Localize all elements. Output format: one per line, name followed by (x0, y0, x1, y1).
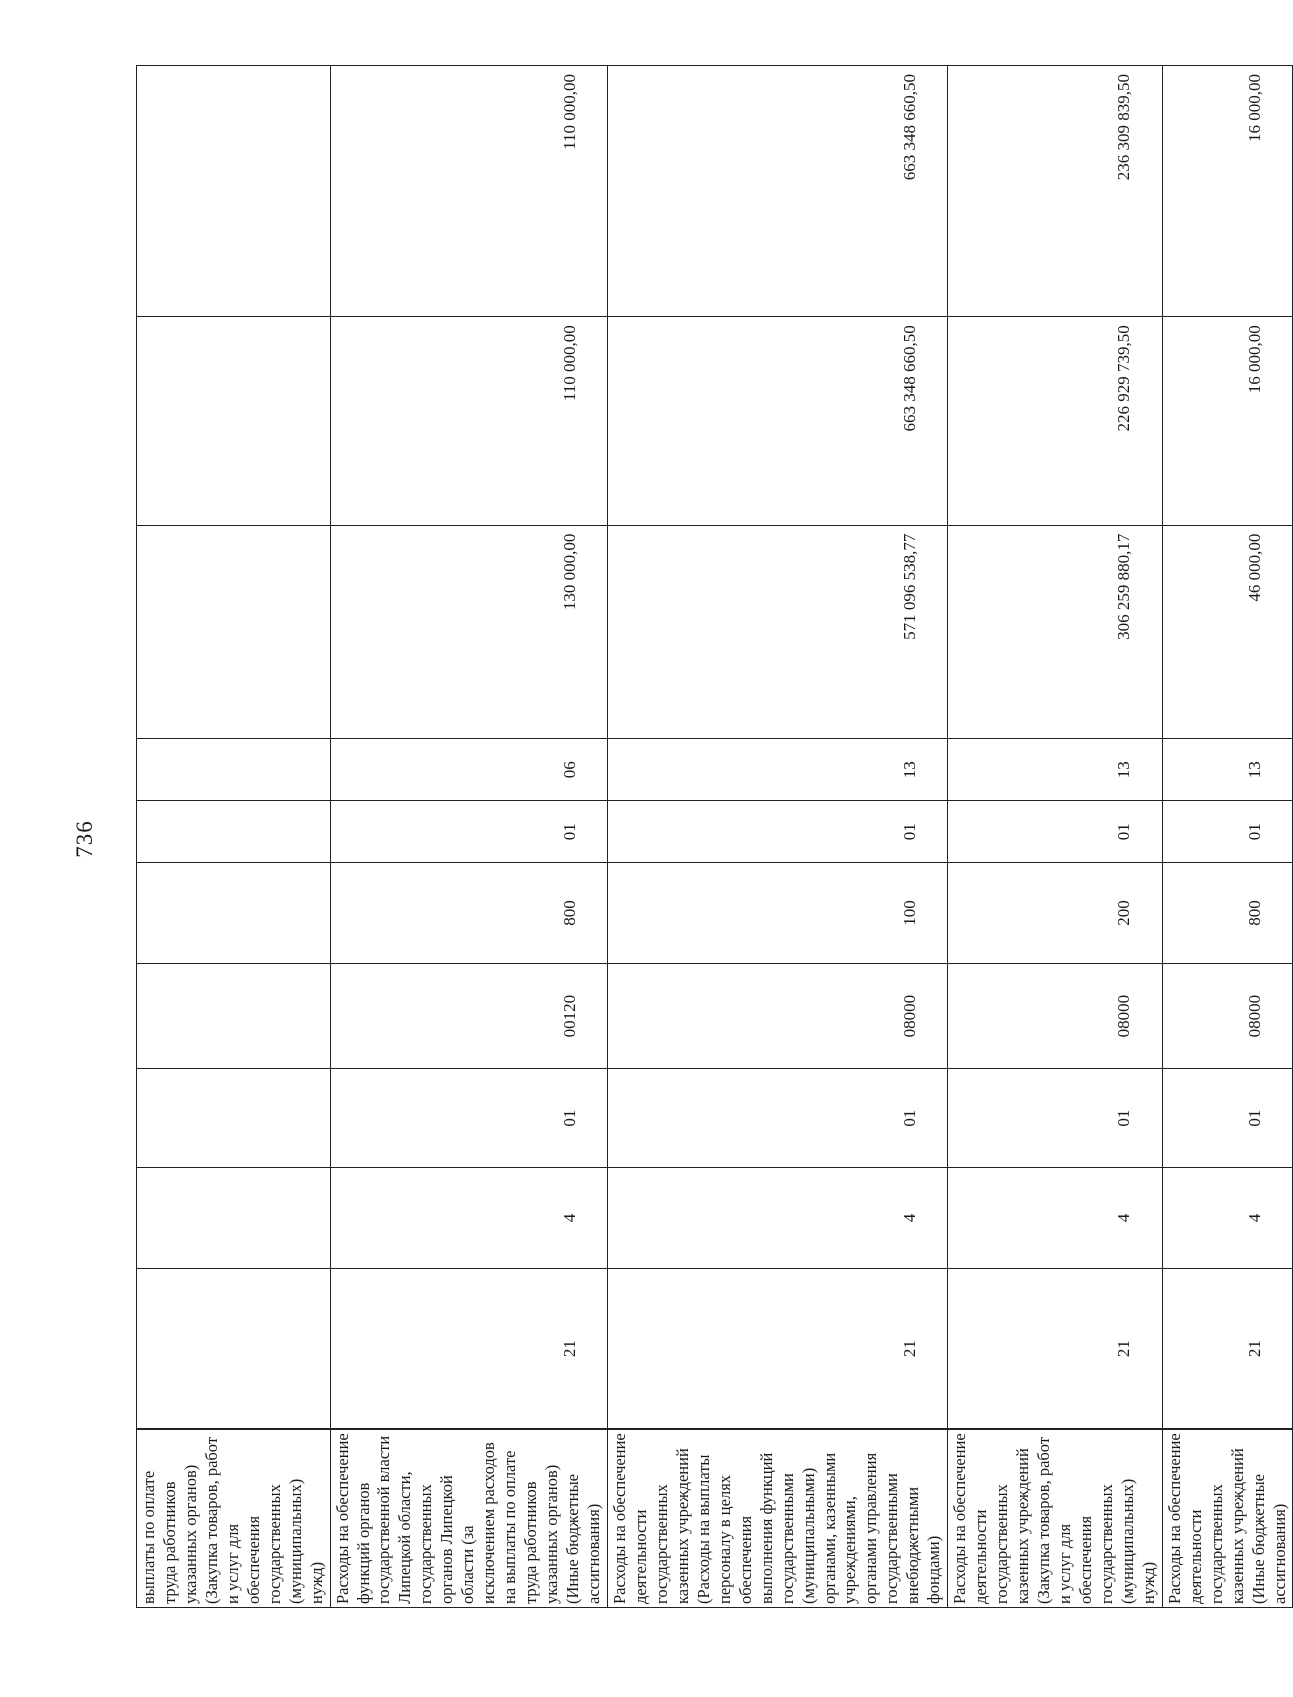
cell-subsection: 06 (330, 739, 607, 801)
cell-direction: 08000 (1162, 963, 1293, 1069)
cell-year3-amount: 236 309 839,50 (948, 66, 1163, 317)
cell-year1-amount (137, 525, 331, 739)
cell-administrator: 21 (948, 1269, 1163, 1429)
cell-program: 4 (1162, 1167, 1293, 1269)
cell-subprogram: 01 (330, 1069, 607, 1167)
row-description: Расходы на обеспечение деятельности государственных казенных учреждений (Иные бюджетные ассигнования) (1162, 1429, 1293, 1607)
cell-year3-amount: 110 000,00 (330, 66, 607, 317)
cell-direction: 00120 (330, 963, 607, 1069)
cell-expense-type: 100 (607, 863, 947, 963)
cell-year3-amount: 16 000,00 (1162, 66, 1293, 317)
cell-expense-type: 200 (948, 863, 1163, 963)
cell-section (137, 801, 331, 863)
cell-section: 01 (607, 801, 947, 863)
cell-program: 4 (607, 1167, 947, 1269)
cell-year2-amount: 16 000,00 (1162, 317, 1293, 525)
cell-direction: 08000 (948, 963, 1163, 1069)
row-description: выплаты по оплате труда работников указанных органов) (Закупка товаров, работ и услуг для обеспечения государственных (муниципальных) нужд) (137, 1429, 331, 1607)
cell-subsection: 13 (948, 739, 1163, 801)
cell-subsection: 13 (1162, 739, 1293, 801)
row-description: Расходы на обеспечение деятельности государственных казенных учреждений (Расходы на выплаты персоналу в целях обеспечения выполнения функций государственными (муниципальными) органами, казенными учреждениями, органами управления государственными внебюджетными фондами) (607, 1429, 947, 1607)
cell-administrator: 21 (607, 1269, 947, 1429)
cell-expense-type (137, 863, 331, 963)
row-description: Расходы на обеспечение деятельности государственных казенных учреждений (Закупка товаров, работ и услуг для обеспечения государственных (муниципальных) нужд) (948, 1429, 1163, 1607)
cell-subprogram: 01 (948, 1069, 1163, 1167)
cell-year1-amount: 306 259 880,17 (948, 525, 1163, 739)
cell-year3-amount (137, 66, 331, 317)
cell-subprogram: 01 (1162, 1069, 1293, 1167)
cell-subsection (137, 739, 331, 801)
cell-expense-type: 800 (330, 863, 607, 963)
cell-section: 01 (1162, 801, 1293, 863)
cell-direction (137, 963, 331, 1069)
cell-subprogram: 01 (607, 1069, 947, 1167)
cell-administrator: 21 (330, 1269, 607, 1429)
cell-year3-amount: 663 348 660,50 (607, 66, 947, 317)
cell-administrator (137, 1269, 331, 1429)
cell-subsection: 13 (607, 739, 947, 801)
budget-table (136, 65, 1293, 1608)
table-row (137, 66, 331, 1608)
cell-program: 4 (330, 1167, 607, 1269)
cell-year1-amount: 46 000,00 (1162, 525, 1293, 739)
cell-year1-amount: 130 000,00 (330, 525, 607, 739)
cell-year1-amount: 571 096 538,77 (607, 525, 947, 739)
row-description: Расходы на обеспечение функций органов государственной власти Липецкой области, государственных органов Липецкой области (за исключением расходов на выплаты по оплате труда работников указанных органов) (Иные бюджетные ассигнования) (330, 1429, 607, 1607)
cell-year2-amount: 663 348 660,50 (607, 317, 947, 525)
cell-subprogram (137, 1069, 331, 1167)
cell-section: 01 (330, 801, 607, 863)
cell-section: 01 (948, 801, 1163, 863)
cell-expense-type: 800 (1162, 863, 1293, 963)
table-row (330, 66, 607, 1608)
cell-program: 4 (948, 1167, 1163, 1269)
rotated-table-container (136, 65, 1289, 1608)
page-number: 736 (72, 820, 97, 858)
cell-year2-amount: 110 000,00 (330, 317, 607, 525)
cell-program (137, 1167, 331, 1269)
table-row (607, 66, 947, 1608)
cell-year2-amount: 226 929 739,50 (948, 317, 1163, 525)
cell-administrator: 21 (1162, 1269, 1293, 1429)
table-row (1162, 66, 1293, 1608)
cell-direction: 08000 (607, 963, 947, 1069)
cell-year2-amount (137, 317, 331, 525)
table-row (948, 66, 1163, 1608)
